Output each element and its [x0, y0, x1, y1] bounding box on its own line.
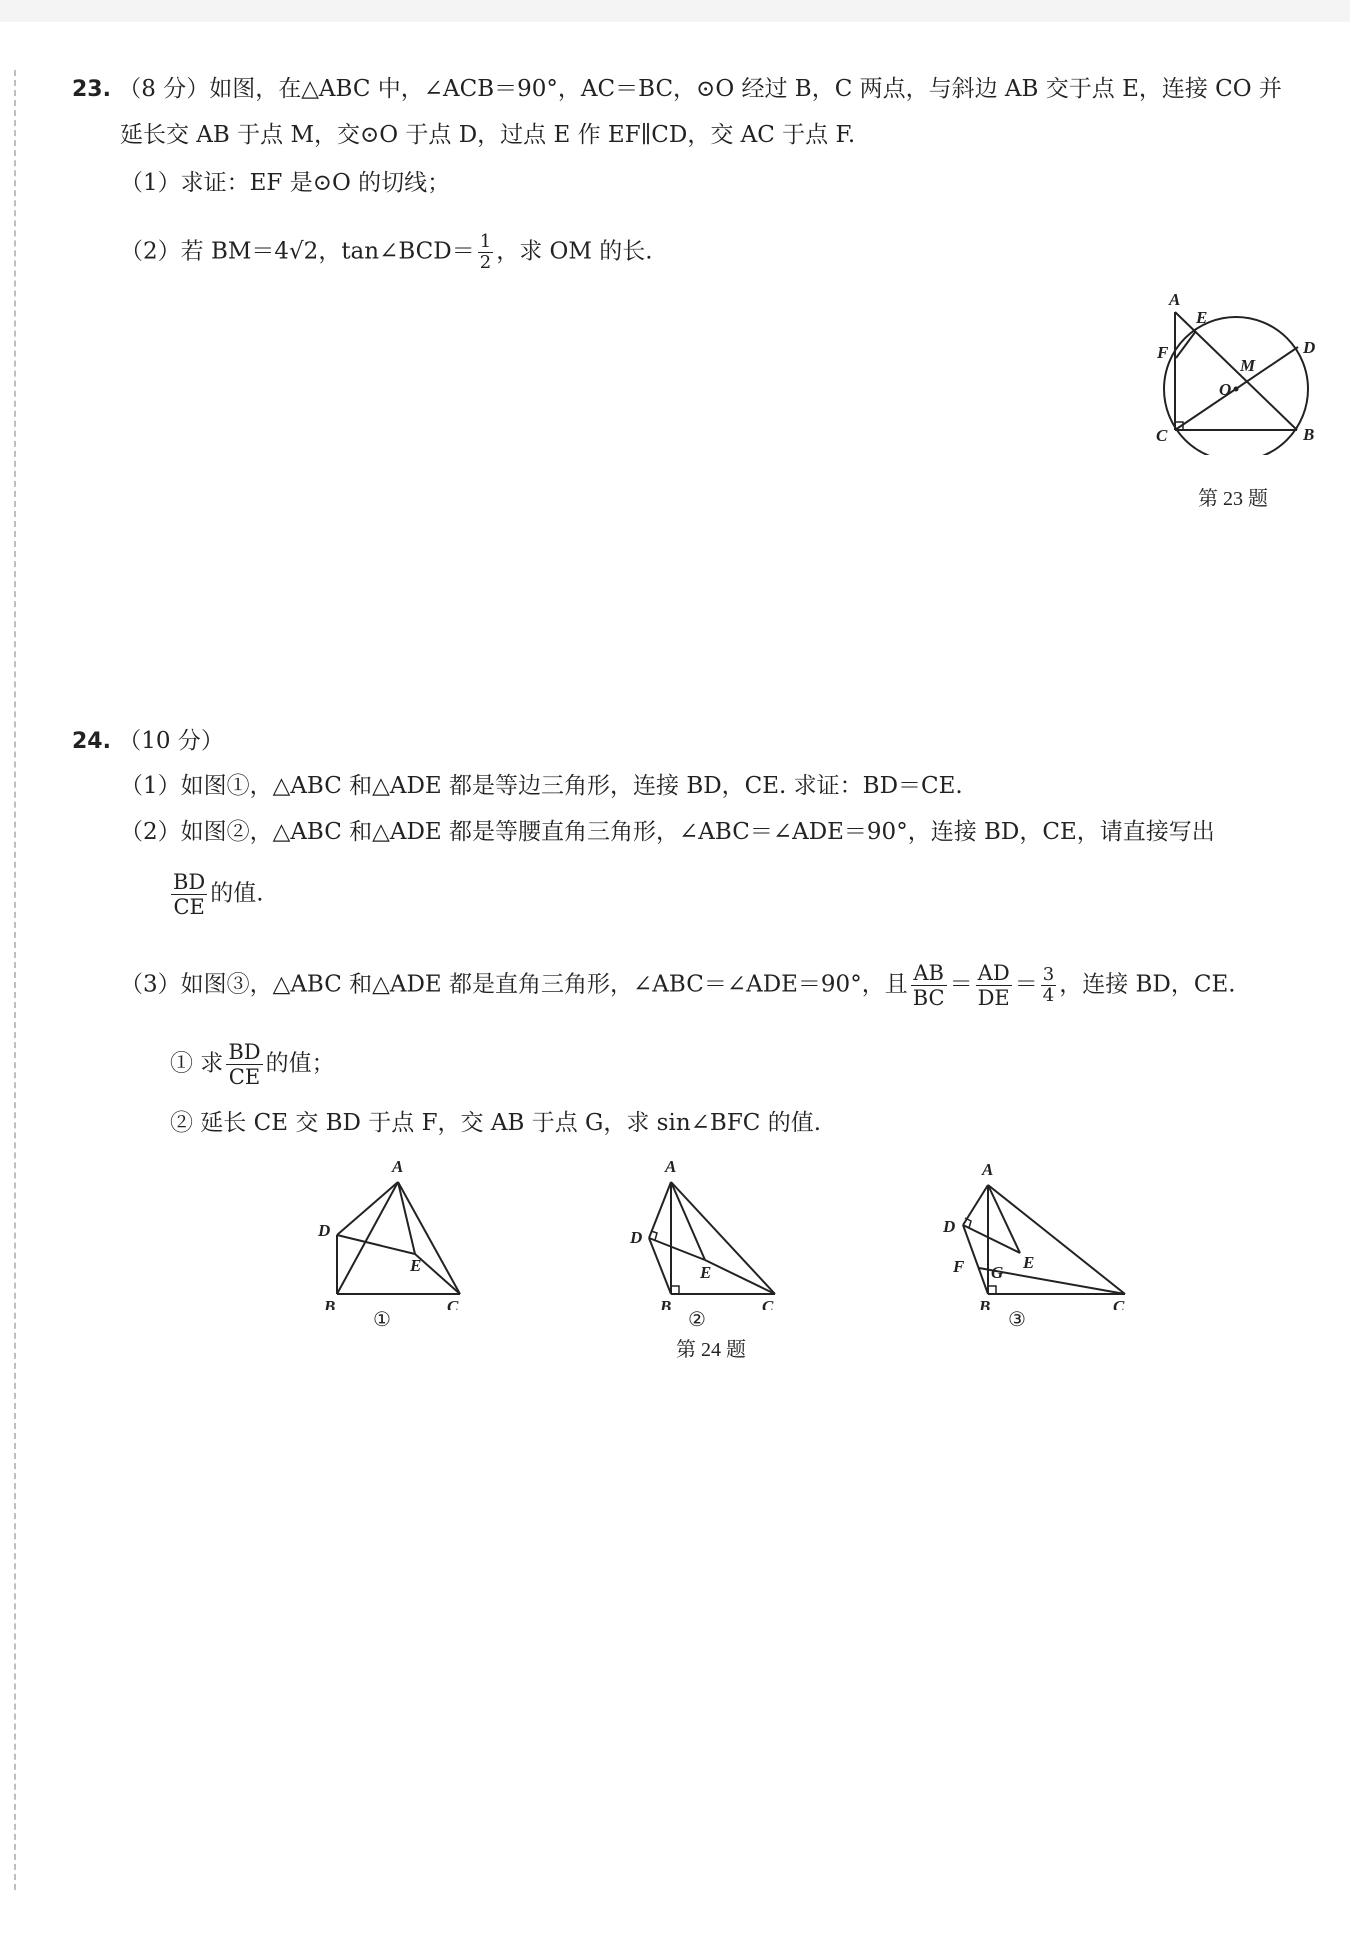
fraction-numerator: 1 — [479, 231, 492, 252]
fraction-numerator: 3 — [1042, 964, 1055, 985]
q24-part-3 — [120, 961, 1236, 1010]
equals-sign: ＝ — [1014, 971, 1038, 998]
q23-part-2-prefix: （2）若 BM＝4√2，tan∠BCD＝ — [120, 238, 475, 265]
label-a: A — [982, 1160, 994, 1179]
q24-sub-2: ② 延长 CE 交 BD 于点 F，交 AB 于点 G，求 sin∠BFC 的值. — [170, 1110, 822, 1136]
fraction-numerator: AD — [977, 961, 1010, 985]
segment-ad — [337, 1182, 398, 1235]
segment-de — [337, 1235, 415, 1254]
label-a: A — [392, 1157, 404, 1176]
label-c: C — [1113, 1297, 1125, 1310]
segment-ac — [988, 1185, 1125, 1294]
fraction-numerator: BD — [173, 870, 206, 894]
fraction-denominator: 2 — [479, 252, 492, 273]
q24-sub-1 — [170, 1040, 335, 1089]
segment-ce — [705, 1260, 775, 1294]
segment-ce — [415, 1254, 460, 1294]
q24-figure-2-drawing — [615, 1150, 785, 1310]
label-b: B — [660, 1297, 672, 1310]
label-f: F — [1157, 343, 1169, 362]
q23-figure — [1140, 285, 1320, 459]
label-b: B — [979, 1297, 991, 1310]
label-b: B — [1303, 425, 1315, 444]
label-c: C — [762, 1297, 774, 1310]
label-b: B — [324, 1297, 336, 1310]
label-c: C — [447, 1297, 459, 1310]
circle-o — [1164, 317, 1308, 455]
label-m: M — [1240, 356, 1256, 375]
segment-ab — [1175, 312, 1297, 430]
top-band — [0, 0, 1350, 22]
q24-number: 24. — [72, 729, 111, 754]
segment-ac — [398, 1182, 460, 1294]
right-angle-mark-b — [988, 1286, 996, 1294]
segment-ac — [671, 1182, 775, 1294]
q24-figure-1 — [310, 1150, 480, 1314]
q23-line-1 — [72, 73, 1282, 106]
q23-part-2-fraction — [478, 232, 493, 273]
q24-part-3-suffix: ，连接 BD，CE. — [1059, 971, 1236, 998]
label-a: A — [1169, 290, 1181, 309]
label-d: D — [943, 1217, 956, 1236]
label-d: D — [318, 1221, 331, 1240]
fraction-denominator: CE — [226, 1064, 262, 1089]
q23-part-2 — [120, 232, 653, 273]
label-g: G — [991, 1263, 1004, 1282]
q24-figure-3 — [935, 1150, 1135, 1314]
equals-sign: ＝ — [949, 971, 973, 998]
label-e: E — [700, 1263, 712, 1282]
q24-part-2: （2）如图②，△ABC 和△ADE 都是等腰直角三角形，∠ABC＝∠ADE＝90°，连接 BD，CE，请直接写出 — [120, 819, 1215, 845]
q24-figure-2-label: ② — [688, 1309, 706, 1331]
q24-part-3-fraction-2 — [976, 961, 1012, 1010]
right-angle-mark-b — [671, 1286, 679, 1294]
label-o: O — [1219, 380, 1232, 399]
q23-stem-line-1: （8 分）如图，在△ABC 中，∠ACB＝90°，AC＝BC，⊙O 经过 B，C 两点，与斜边 AB 交于点 E，连接 CO 并 — [118, 76, 1282, 102]
segment-ae — [988, 1185, 1020, 1253]
q24-figure-caption: 第 24 题 — [676, 1339, 746, 1361]
label-d: D — [1303, 338, 1316, 357]
q24-sub-1-prefix: ① 求 — [170, 1050, 224, 1077]
label-e: E — [1023, 1253, 1035, 1272]
q24-part-2-fraction — [171, 870, 207, 919]
fraction-denominator: CE — [171, 894, 207, 919]
binding-margin-line — [14, 70, 16, 1890]
q24-figure-1-label: ① — [373, 1309, 391, 1331]
q23-stem-line-2: 延长交 AB 于点 M，交⊙O 于点 D，过点 E 作 EF∥CD，交 AC 于点 F. — [120, 122, 856, 148]
q24-sub-1-fraction — [226, 1040, 262, 1089]
q24-score: （10 分） — [118, 728, 224, 754]
segment-ae — [398, 1182, 415, 1254]
label-a: A — [665, 1157, 677, 1176]
q23-figure-drawing — [1140, 285, 1320, 455]
label-d: D — [630, 1228, 643, 1247]
segment-ad — [649, 1182, 671, 1238]
label-e: E — [1196, 308, 1208, 327]
q24-header — [72, 725, 224, 758]
q23-part-2-suffix: ，求 OM 的长. — [496, 238, 653, 265]
q23-figure-caption: 第 23 题 — [1198, 488, 1268, 510]
q23-part-1: （1）求证：EF 是⊙O 的切线； — [120, 170, 451, 196]
label-f: F — [953, 1257, 965, 1276]
fraction-numerator: BD — [228, 1040, 261, 1064]
q24-part-3-fraction-1 — [911, 961, 947, 1010]
center-point-o — [1234, 387, 1239, 392]
q24-figure-1-drawing — [310, 1150, 480, 1310]
label-e: E — [410, 1256, 422, 1275]
label-c: C — [1156, 426, 1168, 445]
q23-number: 23. — [72, 77, 111, 102]
q24-part-3-fraction-3 — [1041, 965, 1056, 1006]
q24-part-1: （1）如图①，△ABC 和△ADE 都是等边三角形，连接 BD，CE. 求证：BD＝CE. — [120, 773, 963, 799]
fraction-denominator: BC — [912, 986, 945, 1010]
q24-part-2-continued — [168, 870, 264, 919]
q24-part-2-suffix: 的值. — [210, 880, 264, 907]
q24-figure-3-drawing — [935, 1150, 1135, 1310]
q24-part-3-prefix: （3）如图③，△ABC 和△ADE 都是直角三角形，∠ABC＝∠ADE＝90°，且 — [120, 971, 908, 998]
fraction-numerator: AB — [913, 961, 944, 985]
q24-sub-1-suffix: 的值； — [265, 1050, 335, 1077]
fraction-denominator: 4 — [1042, 985, 1055, 1006]
q24-figure-3-label: ③ — [1008, 1309, 1026, 1331]
fraction-denominator: DE — [977, 986, 1010, 1010]
q24-figure-2 — [615, 1150, 785, 1314]
